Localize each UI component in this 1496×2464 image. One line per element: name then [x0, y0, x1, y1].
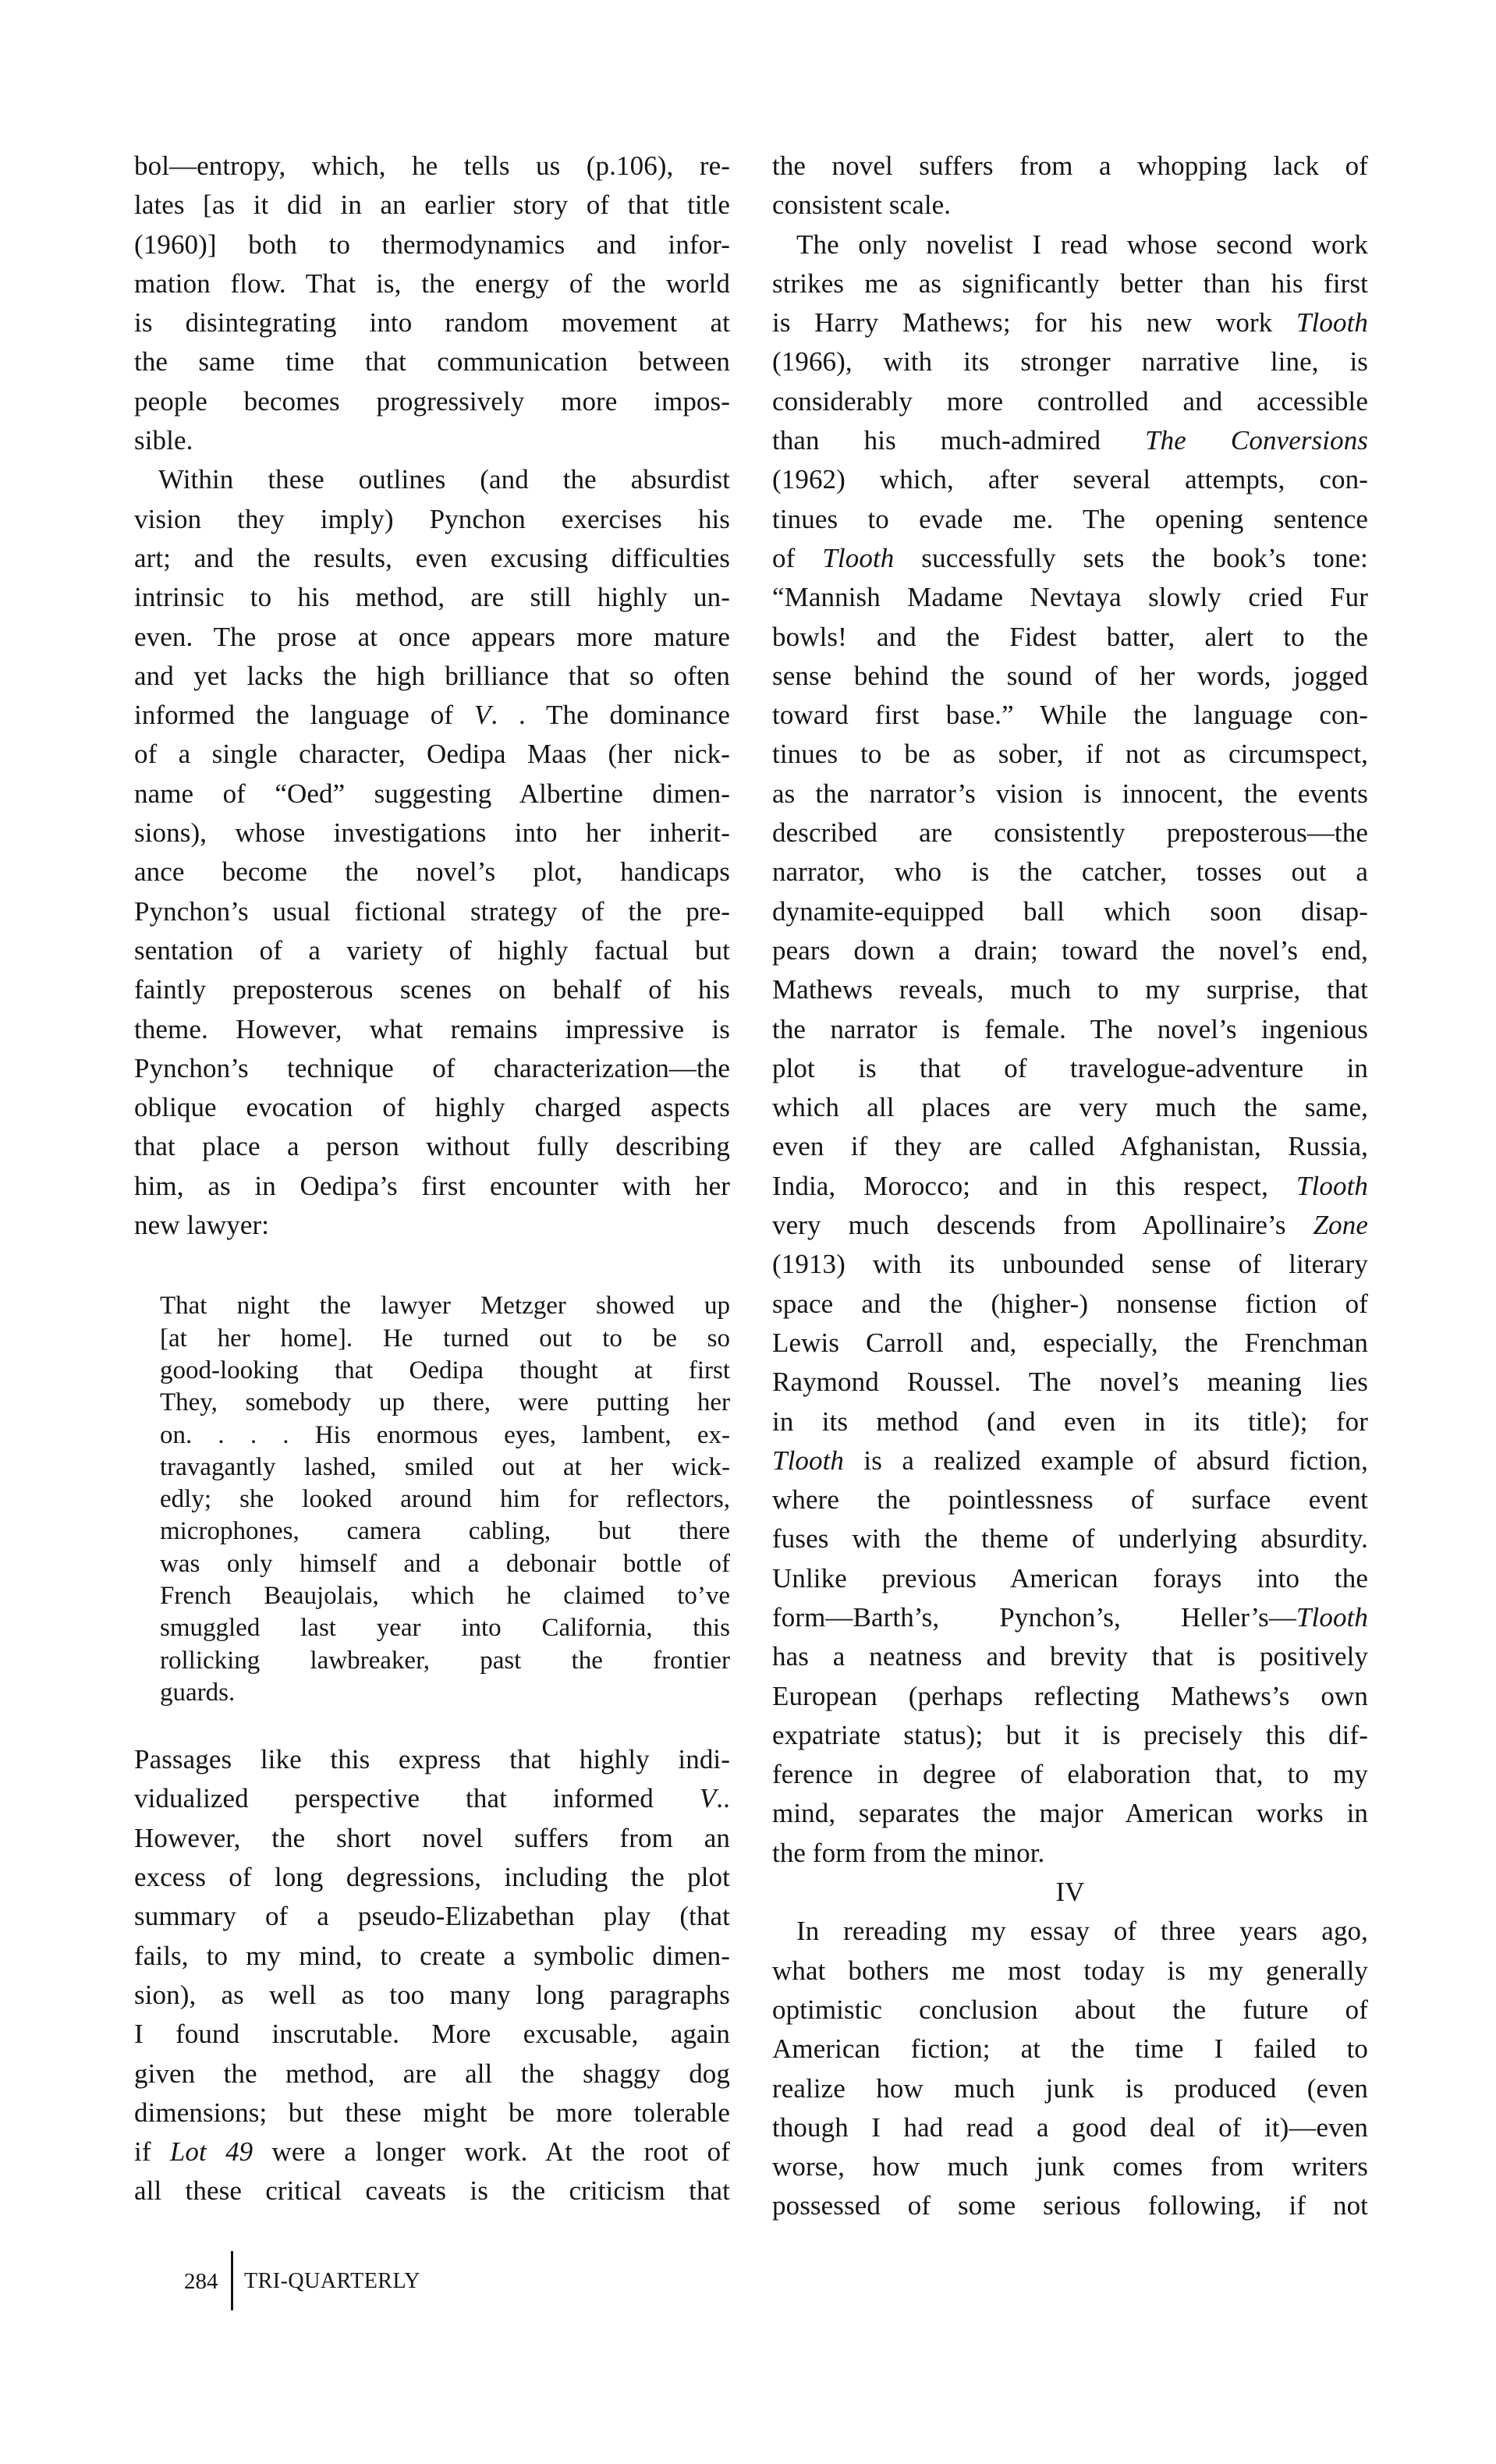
paragraph-within-outlines	[134, 460, 730, 1245]
text-line: faintly preposterous scenes on behalf of his	[134, 974, 730, 1005]
quote-line: good-looking that Oedipa thought at first	[160, 1356, 730, 1384]
quote-line: edly; she looked around him for reflectors,	[160, 1485, 730, 1514]
text-line: art; and the results, even excusing difficulties	[134, 542, 730, 573]
text-line: narrator, who is the catcher, tosses out a	[772, 856, 1368, 888]
text-line: sentation of a variety of highly factual but	[134, 934, 730, 966]
quote-line: microphones, camera cabling, but there	[160, 1517, 730, 1546]
text-line: people becomes progressively more impos-	[134, 385, 730, 417]
text-line	[772, 1598, 1368, 1637]
text-line: sense behind the sound of her words, jogged	[772, 660, 1368, 691]
text-line: name of “Oed” suggesting Albertine dimen-	[134, 778, 730, 809]
text-line: sions), whose investigations into her inherit-	[134, 817, 730, 849]
italic-title-the-conversions: The Conversions	[1145, 425, 1369, 456]
text-line: In rereading my essay of three years ago,	[796, 1916, 1368, 1947]
text-line: dynamite-equipped ball which soon disap-	[772, 895, 1368, 927]
paragraph-entropy	[134, 147, 730, 460]
text-line: of a single character, Oedipa Maas (her nick-	[134, 739, 730, 770]
text-span: . . The dominance	[491, 700, 730, 731]
italic-title-tlooth: Tlooth	[772, 1445, 845, 1476]
text-line	[772, 1167, 1368, 1206]
block-quote	[134, 1290, 730, 1709]
text-line: in its method (and even in its title); for	[772, 1406, 1368, 1437]
text-line: all these critical caveats is the criticism that	[134, 2175, 730, 2207]
text-line: intrinsic to his method, are still highly un-	[134, 582, 730, 613]
text-line: European (perhaps reflecting Mathews’s own	[772, 1680, 1368, 1711]
text-line: Pynchon’s technique of characterization—the	[134, 1052, 730, 1083]
text-line: theme. However, what remains impressive is	[134, 1013, 730, 1044]
text-span: informed the language of	[134, 700, 474, 731]
text-span: form—Barth’s, Pynchon’s, Heller’s—	[772, 1601, 1296, 1633]
text-line: dimensions; but these might be more tolerable	[134, 2097, 730, 2128]
text-line: considerably more controlled and accessible	[772, 385, 1368, 417]
text-line: the novel suffers from a whopping lack of	[772, 151, 1368, 181]
text-line: “Mannish Madame Nevtaya slowly cried Fur	[772, 582, 1368, 613]
text-line: realize how much junk is produced (even	[772, 2072, 1368, 2104]
text-line: is disintegrating into random movement at	[134, 307, 730, 339]
text-line: given the method, are all the shaggy dog	[134, 2058, 730, 2089]
text-line: American fiction; at the time I failed to	[772, 2033, 1368, 2065]
text-line: However, the short novel suffers from an	[134, 1822, 730, 1853]
text-line: strikes me as significantly better than his first	[772, 268, 1368, 299]
text-line: mind, separates the major American works in	[772, 1798, 1368, 1829]
paragraph-rereading	[772, 1912, 1368, 2225]
quote-line: smuggled last year into California, this	[160, 1614, 730, 1643]
text-line: Within these outlines (and the absurdist	[158, 464, 730, 495]
text-span: India, Morocco; and in this respect,	[772, 1170, 1296, 1201]
italic-title-lot49: Lot 49	[169, 2136, 253, 2168]
italic-title-v: V	[699, 1783, 717, 1814]
text-line: consistent scale.	[772, 190, 952, 221]
text-span: successfully sets the book’s tone:	[894, 542, 1368, 573]
quote-line: guards.	[160, 1678, 236, 1707]
text-line	[134, 2133, 730, 2172]
italic-title-v: V	[473, 700, 491, 731]
text-line	[772, 1206, 1368, 1245]
text-line: has a neatness and brevity that is positively	[772, 1641, 1368, 1672]
text-line: (1966), with its stronger narrative line, is	[772, 346, 1368, 378]
text-line	[772, 1441, 1368, 1480]
text-line: which all places are very much the same,	[772, 1092, 1368, 1123]
text-line: that place a person without fully describing	[134, 1131, 730, 1162]
text-line: what bothers me most today is my generally	[772, 1955, 1368, 1986]
text-line: worse, how much junk comes from writers	[772, 2151, 1368, 2182]
text-line: The only novelist I read whose second work	[796, 229, 1368, 260]
text-line: (1913) with its unbounded sense of literary	[772, 1249, 1368, 1280]
text-span: is a realized example of absurd fiction,	[844, 1445, 1368, 1476]
italic-title-tlooth: Tlooth	[1296, 307, 1368, 339]
text-line: I found inscrutable. More excusable, again	[134, 2019, 730, 2050]
text-line: ance become the novel’s plot, handicaps	[134, 856, 730, 888]
text-line: even. The prose at once appears more mature	[134, 621, 730, 652]
text-line: as the narrator’s vision is innocent, the events	[772, 778, 1368, 809]
right-column	[772, 147, 1368, 2226]
text-line: pears down a drain; toward the novel’s end,	[772, 934, 1368, 966]
text-line: oblique evocation of highly charged aspects	[134, 1092, 730, 1123]
text-line: where the pointlessness of surface event	[772, 1484, 1368, 1516]
quote-line: French Beaujolais, which he claimed to’ve	[160, 1581, 730, 1610]
text-line: space and the (higher-) nonsense fiction of	[772, 1288, 1368, 1319]
text-line: the narrator is female. The novel’s ingenious	[772, 1013, 1368, 1044]
text-line: (1962) which, after several attempts, con-	[772, 464, 1368, 495]
quote-line: was only himself and a debonair bottle of	[160, 1549, 730, 1578]
text-line: the form from the minor.	[772, 1837, 1045, 1868]
journal-title: TRI-QUARTERLY	[244, 2269, 420, 2293]
text-line: toward first base.” While the language con-	[772, 700, 1368, 731]
page-number: 284	[184, 2269, 218, 2294]
text-line: new lawyer:	[134, 1210, 270, 1241]
text-span: ..	[716, 1783, 730, 1814]
text-line: even if they are called Afghanistan, Russia,	[772, 1131, 1368, 1162]
quote-line: travagantly lashed, smiled out at her wick-	[160, 1452, 730, 1481]
text-line: mation flow. That is, the energy of the world	[134, 268, 730, 299]
text-line: him, as in Oedipa’s first encounter with her	[134, 1170, 730, 1201]
footer-divider	[231, 2251, 233, 2310]
text-span: vidualized perspective that informed	[134, 1783, 700, 1814]
text-line: bol—entropy, which, he tells us (p.106), re-	[134, 151, 730, 181]
text-span: is Harry Mathews; for his new work	[772, 307, 1296, 339]
text-line: possessed of some serious following, if not	[772, 2190, 1368, 2221]
text-line: plot is that of travelogue-adventure in	[772, 1052, 1368, 1083]
text-span: were a longer work. At the root of	[253, 2136, 731, 2168]
paragraph-consistent-scale	[772, 147, 1368, 225]
italic-title-tlooth: Tlooth	[1296, 1601, 1368, 1633]
text-line: fails, to my mind, to create a symbolic dimen-	[134, 1940, 730, 1971]
paragraph-harry-mathews	[772, 225, 1368, 1873]
text-line	[134, 696, 730, 735]
text-line: tinues to be as sober, if not as circumspect,	[772, 739, 1368, 770]
text-line: tinues to evade me. The opening sentence	[772, 503, 1368, 534]
quote-line: That night the lawyer Metzger showed up	[160, 1292, 730, 1321]
text-span: very much descends from Apollinaire’s	[772, 1210, 1313, 1241]
text-line: the same time that communication between	[134, 346, 730, 378]
text-line	[772, 421, 1368, 460]
text-line	[772, 303, 1368, 342]
text-line: vision they imply) Pynchon exercises his	[134, 503, 730, 534]
text-line: Mathews reveals, much to my surprise, that	[772, 974, 1368, 1005]
text-line: ference in degree of elaboration that, to my	[772, 1759, 1368, 1790]
paragraph-passages	[134, 1740, 730, 2211]
text-line	[134, 1779, 730, 1818]
text-line: optimistic conclusion about the future of	[772, 1994, 1368, 2025]
italic-title-zone: Zone	[1313, 1210, 1368, 1241]
text-line: fuses with the theme of underlying absurdity.	[772, 1523, 1368, 1555]
text-line: Pynchon’s usual fictional strategy of the pre-	[134, 895, 730, 927]
quote-line: They, somebody up there, were putting her	[160, 1388, 730, 1417]
quote-line: on. . . . His enormous eyes, lambent, ex-	[160, 1420, 730, 1449]
text-line: Passages like this express that highly indi-	[134, 1744, 730, 1775]
text-span: of	[772, 542, 823, 573]
text-line: excess of long degressions, including the plot	[134, 1862, 730, 1893]
italic-title-tlooth: Tlooth	[1296, 1170, 1368, 1201]
text-line: summary of a pseudo-Elizabethan play (that	[134, 1901, 730, 1932]
text-line: expatriate status); but it is precisely this dif-	[772, 1719, 1368, 1750]
text-line: sible.	[134, 425, 193, 456]
left-column	[134, 147, 730, 2211]
text-line: described are consistently preposterous—the	[772, 817, 1368, 849]
text-line: and yet lacks the high brilliance that so often	[134, 660, 730, 691]
quote-line: rollicking lawbreaker, past the frontier	[160, 1646, 730, 1675]
text-line: Lewis Carroll and, especially, the Frenchman	[772, 1327, 1368, 1358]
text-span: than his much-admired	[772, 425, 1146, 456]
section-heading: IV	[1055, 1877, 1085, 1908]
text-line	[772, 539, 1368, 578]
italic-title-tlooth: Tlooth	[822, 542, 895, 573]
text-line: sion), as well as too many long paragraphs	[134, 1979, 730, 2010]
quote-line: [at her home]. He turned out to be so	[160, 1324, 730, 1353]
text-line: (1960)] both to thermodynamics and infor-	[134, 229, 730, 260]
text-span: if	[134, 2136, 170, 2168]
text-line: Unlike previous American forays into the	[772, 1562, 1368, 1594]
text-line: bowls! and the Fidest batter, alert to the	[772, 621, 1368, 652]
text-line: though I had read a good deal of it)—even	[772, 2111, 1368, 2143]
text-line: lates [as it did in an earlier story of that title	[134, 190, 730, 221]
text-line: Raymond Roussel. The novel’s meaning lies	[772, 1367, 1368, 1398]
